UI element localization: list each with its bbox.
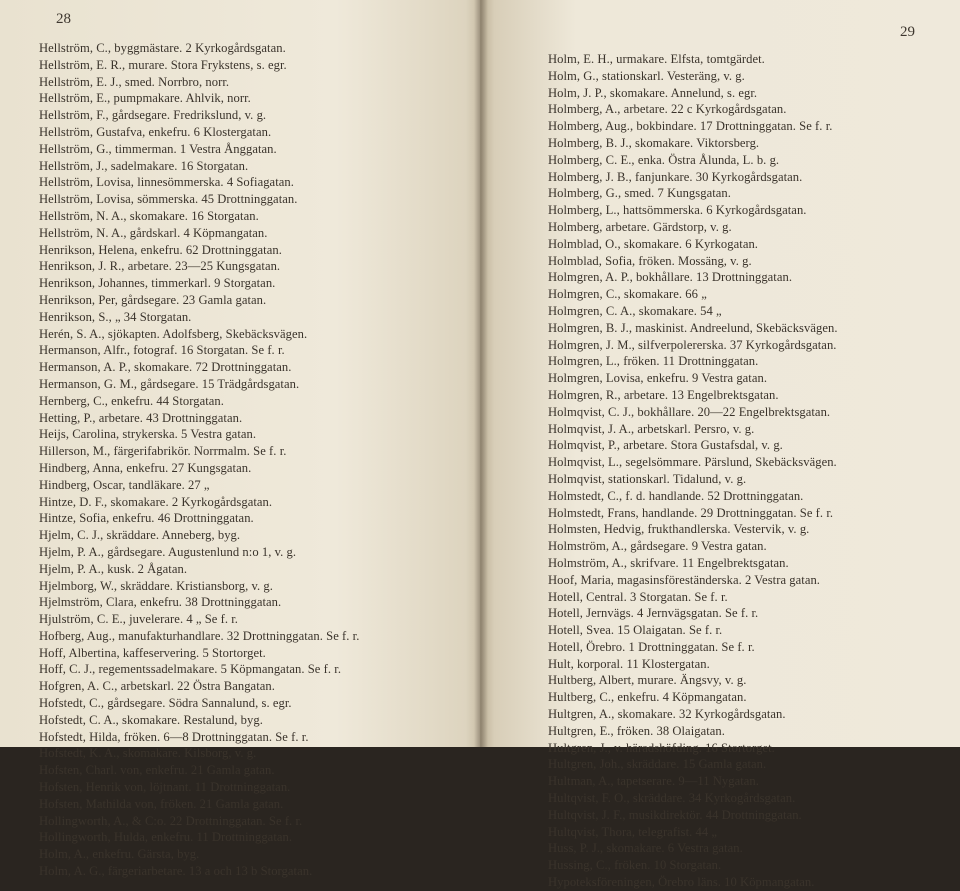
directory-entry: Hjelm, P. A., kusk. 2 Ågatan. — [39, 561, 188, 576]
directory-entry: Hjelm, P. A., gårdsegare. Augustenlund n:o 1, v. g. — [39, 544, 297, 559]
directory-entry: Hult, korporal. 11 Klostergatan. — [548, 656, 710, 671]
directory-entry: Hultgren, Joh., skräddare. 15 Gamla gatan. — [548, 757, 767, 772]
directory-entry: Hofsten, Mathilda von, fröken. 21 Gamla gatan. — [39, 796, 284, 811]
page-number: 28 — [56, 11, 71, 27]
directory-entry: Hellström, E., pumpmakare. Ahlvik, norr. — [39, 91, 251, 106]
directory-entry: Hollingworth, A., & C:o. 22 Drottninggatan. Se f. r. — [39, 813, 303, 828]
directory-entry: Hotell, Central. 3 Storgatan. Se f. r. — [548, 589, 728, 604]
directory-entry: Holmblad, Sofia, fröken. Mossäng, v. g. — [548, 253, 752, 268]
directory-entry: Hultberg, Albert, murare. Ängsvy, v. g. — [548, 673, 747, 688]
directory-entry: Holmberg, A., arbetare. 22 c Kyrkogårdsgatan. — [548, 102, 787, 117]
directory-entry: Hellström, F., gårdsegare. Fredrikslund, v. g. — [39, 108, 267, 123]
directory-entry: Holmqvist, P., arbetare. Stora Gustafsdal, v. g. — [548, 438, 783, 453]
directory-entry: Hernberg, C., enkefru. 44 Storgatan. — [39, 393, 224, 408]
directory-entry: Hoff, C. J., regementssadelmakare. 5 Köpmangatan. Se f. r. — [39, 662, 342, 677]
directory-entry: Holm, A., enkefru. Gärsta, byg. — [39, 847, 200, 862]
directory-entry: Hillerson, M., färgerifabrikör. Norrmalm. Se f. r. — [39, 444, 287, 459]
directory-entry: Hindberg, Anna, enkefru. 27 Kungsgatan. — [39, 460, 252, 475]
directory-entry: Hofstedt, Hilda, fröken. 6—8 Drottninggatan. Se f. r. — [39, 729, 309, 744]
directory-entry: Holmqvist, stationskarl. Tidalund, v. g. — [548, 471, 747, 486]
directory-entry: Hellström, Lovisa, sömmerska. 45 Drottninggatan. — [39, 192, 298, 207]
page-number: 29 — [900, 24, 915, 40]
directory-entry: Holmgren, Lovisa, enkefru. 9 Vestra gatan. — [548, 371, 768, 386]
directory-entry: Holm, G., stationskarl. Vesteräng, v. g. — [548, 68, 745, 83]
left-page — [0, 0, 480, 879]
directory-entry: Heijs, Carolina, strykerska. 5 Vestra gatan. — [39, 427, 257, 442]
directory-entry: Hultgren, E., fröken. 38 Olaigatan. — [548, 723, 725, 738]
directory-entry: Holmqvist, J. A., arbetskarl. Persro, v. g. — [548, 421, 755, 436]
directory-entry: Hetting, P., arbetare. 43 Drottninggatan. — [39, 410, 243, 425]
book-gutter — [474, 0, 488, 747]
directory-entry: Hultqvist, F. O., skräddare. 34 Kyrkogårdsgatan. — [548, 791, 796, 806]
directory-entry: Hellström, N. A., gårdskarl. 4 Köpmangatan. — [39, 225, 268, 240]
directory-entry: Holmgren, J. M., silfverpolererska. 37 Kyrkogårdsgatan. — [548, 337, 837, 352]
directory-entry: Henrikson, Per, gårdsegare. 23 Gamla gatan. — [39, 292, 267, 307]
directory-list — [548, 51, 838, 891]
directory-entry: Holmstedt, C., f. d. handlande. 52 Drottninggatan. — [548, 488, 804, 503]
directory-entry: Henrikson, S., „ 34 Storgatan. — [39, 309, 192, 324]
directory-entry: Hultberg, C., enkefru. 4 Köpmangatan. — [548, 690, 747, 705]
directory-entry: Holmberg, G., smed. 7 Kungsgatan. — [548, 186, 731, 201]
directory-entry: Holm, E. H., urmakare. Elfsta, tomtgärdet. — [548, 52, 765, 66]
directory-entry: Hultgren, J., v. häradshöfding. 16 Stortorget. — [548, 740, 775, 755]
directory-entry: Hellström, J., sadelmakare. 16 Storgatan. — [39, 158, 249, 173]
directory-entry: Holmberg, arbetare. Gärdstorp, v. g. — [548, 219, 732, 234]
directory-entry: Hoff, Albertina, kaffeservering. 5 Stortorget. — [39, 645, 266, 660]
directory-entry: Henrikson, Helena, enkefru. 62 Drottninggatan. — [39, 242, 282, 257]
directory-entry: Hindberg, Oscar, tandläkare. 27 „ — [39, 477, 210, 492]
directory-entry: Holmgren, A. P., bokhållare. 13 Drottninggatan. — [548, 270, 793, 285]
directory-entry: Holmgren, C., skomakare. 66 „ — [548, 287, 707, 302]
directory-entry: Hellström, G., timmerman. 1 Vestra Ånggatan. — [39, 141, 277, 156]
directory-entry: Hultman, A., tapetserare. 9—11 Nygatan. — [548, 774, 759, 789]
directory-entry: Holmström, A., gårdsegare. 9 Vestra gatan. — [548, 539, 767, 554]
directory-entry: Holmgren, B. J., maskinist. Andreelund, Skebäcksvägen. — [548, 320, 838, 335]
directory-entry: Hultqvist, J. F., musikdirektör. 44 Drottninggatan. — [548, 807, 802, 822]
directory-entry: Hellström, E. J., smed. Norrbro, norr. — [39, 74, 230, 89]
directory-entry: Hofsten, Henrik von, löjtnant. 11 Drottninggatan. — [39, 780, 291, 795]
directory-entry: Holmqvist, C. J., bokhållare. 20—22 Engelbrektsgatan. — [548, 404, 831, 419]
directory-entry: Hofstedt, K. A., skomakare. Kilsborg, v. g. — [39, 746, 257, 761]
directory-entry: Holmgren, L., fröken. 11 Drottninggatan. — [548, 354, 759, 369]
directory-entry: Hofsten, Charl. von, enkefru. 21 Gamla gatan. — [39, 763, 275, 778]
directory-entry: Hjelmborg, W., skräddare. Kristiansborg, v. g. — [39, 578, 273, 593]
directory-entry: Hotell, Svea. 15 Olaigatan. Se f. r. — [548, 623, 723, 638]
directory-entry: Henrikson, J. R., arbetare. 23—25 Kungsgatan. — [39, 259, 281, 274]
directory-entry: Holmström, A., skrifvare. 11 Engelbrektsgatan. — [548, 555, 789, 570]
directory-entry: Holmberg, J. B., fanjunkare. 30 Kyrkogårdsgatan. — [548, 169, 803, 184]
directory-entry: Holm, J. P., skomakare. Annelund, s. egr. — [548, 85, 758, 100]
directory-entry: Hellström, Gustafva, enkefru. 6 Klostergatan. — [39, 124, 272, 139]
directory-entry: Holm, A. G., färgeriarbetare. 13 a och 13 b Storgatan. — [39, 864, 313, 879]
directory-entry: Hofstedt, C., gårdsegare. Södra Sannalund, s. egr. — [39, 696, 292, 711]
directory-entry: Holmberg, B. J., skomakare. Viktorsberg. — [548, 135, 760, 150]
directory-entry: Hultqvist, Thora, telegrafist. 44 „ — [548, 824, 718, 839]
directory-entry: Hussing, C., fröken. 10 Storgatan. — [548, 858, 722, 873]
directory-entry: Holmberg, Aug., bokbindare. 17 Drottninggatan. Se f. r. — [548, 119, 833, 134]
directory-entry: Hintze, D. F., skomakare. 2 Kyrkogårdsgatan. — [39, 494, 273, 509]
directory-entry: Hofgren, A. C., arbetskarl. 22 Östra Bangatan. — [39, 679, 275, 694]
directory-entry: Hermanson, Alfr., fotograf. 16 Storgatan. Se f. r. — [39, 343, 285, 358]
directory-list — [39, 40, 359, 880]
directory-entry: Hjulström, C. E., juvelerare. 4 „ Se f. r. — [39, 612, 239, 627]
directory-entry: Hoof, Maria, magasinsföreständerska. 2 Vestra gatan. — [548, 572, 820, 587]
directory-entry: Hotell, Örebro. 1 Drottninggatan. Se f. r. — [548, 639, 755, 654]
directory-entry: Holmqvist, L., segelsömmare. Pärslund, Skebäcksvägen. — [548, 455, 837, 470]
directory-entry: Hellström, N. A., skomakare. 16 Storgatan. — [39, 208, 259, 223]
directory-entry: Hermanson, G. M., gårdsegare. 15 Trädgårdsgatan. — [39, 376, 300, 391]
directory-entry: Hollingworth, Hulda, enkefru. 11 Drottninggatan. — [39, 830, 293, 845]
directory-entry: Holmsten, Hedvig, frukthandlerska. Vestervik, v. g. — [548, 522, 810, 537]
directory-entry: Hellström, Lovisa, linnesömmerska. 4 Sofiagatan. — [39, 175, 294, 190]
directory-entry: Holmgren, R., arbetare. 13 Engelbrektsgatan. — [548, 387, 779, 402]
directory-entry: Holmstedt, Frans, handlande. 29 Drottninggatan. Se f. r. — [548, 505, 834, 520]
directory-entry: Huss, P. J., skomakare. 6 Vestra gatan. — [548, 841, 743, 856]
right-page — [480, 0, 960, 890]
directory-entry: Hellström, C., byggmästare. 2 Kyrkogårdsgatan. — [39, 41, 286, 55]
directory-entry: Hjelm, C. J., skräddare. Anneberg, byg. — [39, 528, 241, 543]
directory-entry: Hultgren, A., skomakare. 32 Kyrkogårdsgatan. — [548, 707, 786, 722]
directory-entry: Hotell, Jernvägs. 4 Jernvägsgatan. Se f. r. — [548, 606, 759, 621]
directory-entry: Hofberg, Aug., manufakturhandlare. 32 Drottninggatan. Se f. r. — [39, 628, 360, 643]
directory-entry: Herén, S. A., sjökapten. Adolfsberg, Skebäcksvägen. — [39, 326, 308, 341]
directory-entry: Holmberg, C. E., enka. Östra Ålunda, L. b. g. — [548, 152, 780, 167]
directory-entry: Hypoteksföreningen, Örebro läns. 10 Köpmangatan. — [548, 875, 815, 890]
directory-entry: Holmgren, C. A., skomakare. 54 „ — [548, 303, 722, 318]
directory-entry: Henrikson, Johannes, timmerkarl. 9 Storgatan. — [39, 276, 276, 291]
directory-entry: Hofstedt, C. A., skomakare. Restalund, byg. — [39, 712, 263, 727]
directory-entry: Hintze, Sofia, enkefru. 46 Drottninggatan. — [39, 511, 254, 526]
directory-entry: Hjelmström, Clara, enkefru. 38 Drottninggatan. — [39, 595, 282, 610]
directory-entry: Holmberg, L., hattsömmerska. 6 Kyrkogårdsgatan. — [548, 203, 807, 218]
directory-entry: Hellström, E. R., murare. Stora Frykstens, s. egr. — [39, 57, 287, 72]
directory-entry: Hermanson, A. P., skomakare. 72 Drottninggatan. — [39, 360, 292, 375]
directory-entry: Holmblad, O., skomakare. 6 Kyrkogatan. — [548, 236, 758, 251]
